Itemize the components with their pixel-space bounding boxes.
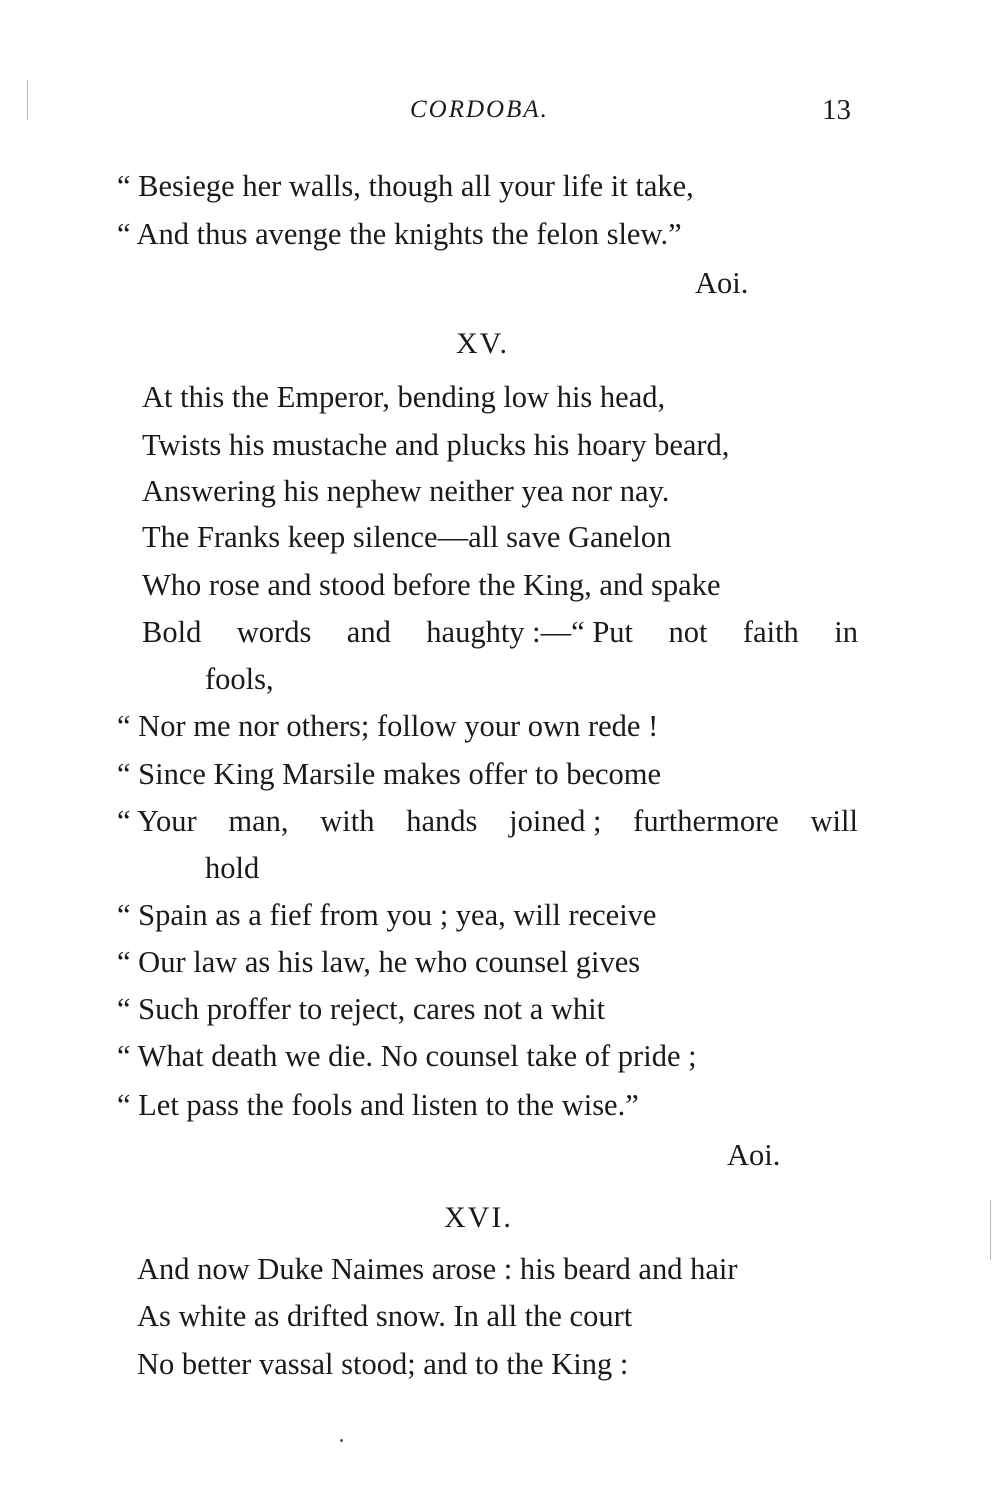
verse-line: “ Let pass the fools and listen to the wise.” (117, 1088, 639, 1122)
page-number: 13 (822, 94, 851, 126)
verse-line: “ Besiege her walls, though all your life it take, (117, 169, 694, 203)
word: joined ; (509, 804, 602, 838)
word: hands (406, 804, 478, 838)
verse-line: “ What death we die. No counsel take of pride ; (117, 1039, 697, 1073)
word: haughty :—“ Put (426, 615, 634, 649)
word: “ Your (117, 804, 197, 838)
verse-line: Twists his mustache and plucks his hoary beard, (142, 428, 730, 462)
verse-line: At this the Emperor, bending low his head, (142, 380, 666, 414)
verse-line: As white as drifted snow. In all the court (137, 1299, 633, 1333)
word: Bold (142, 615, 202, 649)
verse-line: “ And thus avenge the knights the felon slew.” (117, 217, 682, 251)
verse-line-continuation: hold (205, 851, 260, 885)
margin-mark (27, 80, 28, 120)
aoi-refrain: Aoi. (727, 1138, 781, 1172)
verse-line: “ Spain as a fief from you ; yea, will receive (117, 898, 657, 932)
word: faith (742, 615, 799, 649)
print-speck (340, 1439, 343, 1442)
running-title: CORDOBA. (410, 96, 549, 123)
verse-line: “ Our law as his law, he who counsel gives (117, 945, 641, 979)
word: will (810, 804, 858, 838)
verse-line: No better vassal stood; and to the King : (137, 1347, 629, 1381)
word: and (346, 615, 391, 649)
section-heading-xvi: XVI. (444, 1201, 513, 1234)
word: in (834, 615, 858, 649)
verse-line: Answering his nephew neither yea nor nay. (142, 474, 670, 508)
verse-line: “ Such proffer to reject, cares not a whit (117, 992, 606, 1026)
verse-line: And now Duke Naimes arose : his beard and hair (137, 1252, 738, 1286)
verse-line: Who rose and stood before the King, and spake (142, 568, 721, 602)
verse-line-justified (117, 806, 858, 837)
section-heading-xv: XV. (456, 327, 509, 360)
aoi-refrain: Aoi. (695, 266, 749, 300)
verse-line: The Franks keep silence—all save Ganelon (142, 520, 672, 554)
verse-line: “ Nor me nor others; follow your own rede ! (117, 709, 659, 743)
word: furthermore (633, 804, 779, 838)
verse-line: “ Since King Marsile makes offer to become (117, 757, 662, 791)
margin-mark (990, 1200, 991, 1260)
word: with (320, 804, 375, 838)
verse-line-justified (142, 617, 858, 648)
word: man, (228, 804, 289, 838)
verse-line-continuation: fools, (205, 662, 274, 696)
word: words (236, 615, 312, 649)
word: not (668, 615, 708, 649)
